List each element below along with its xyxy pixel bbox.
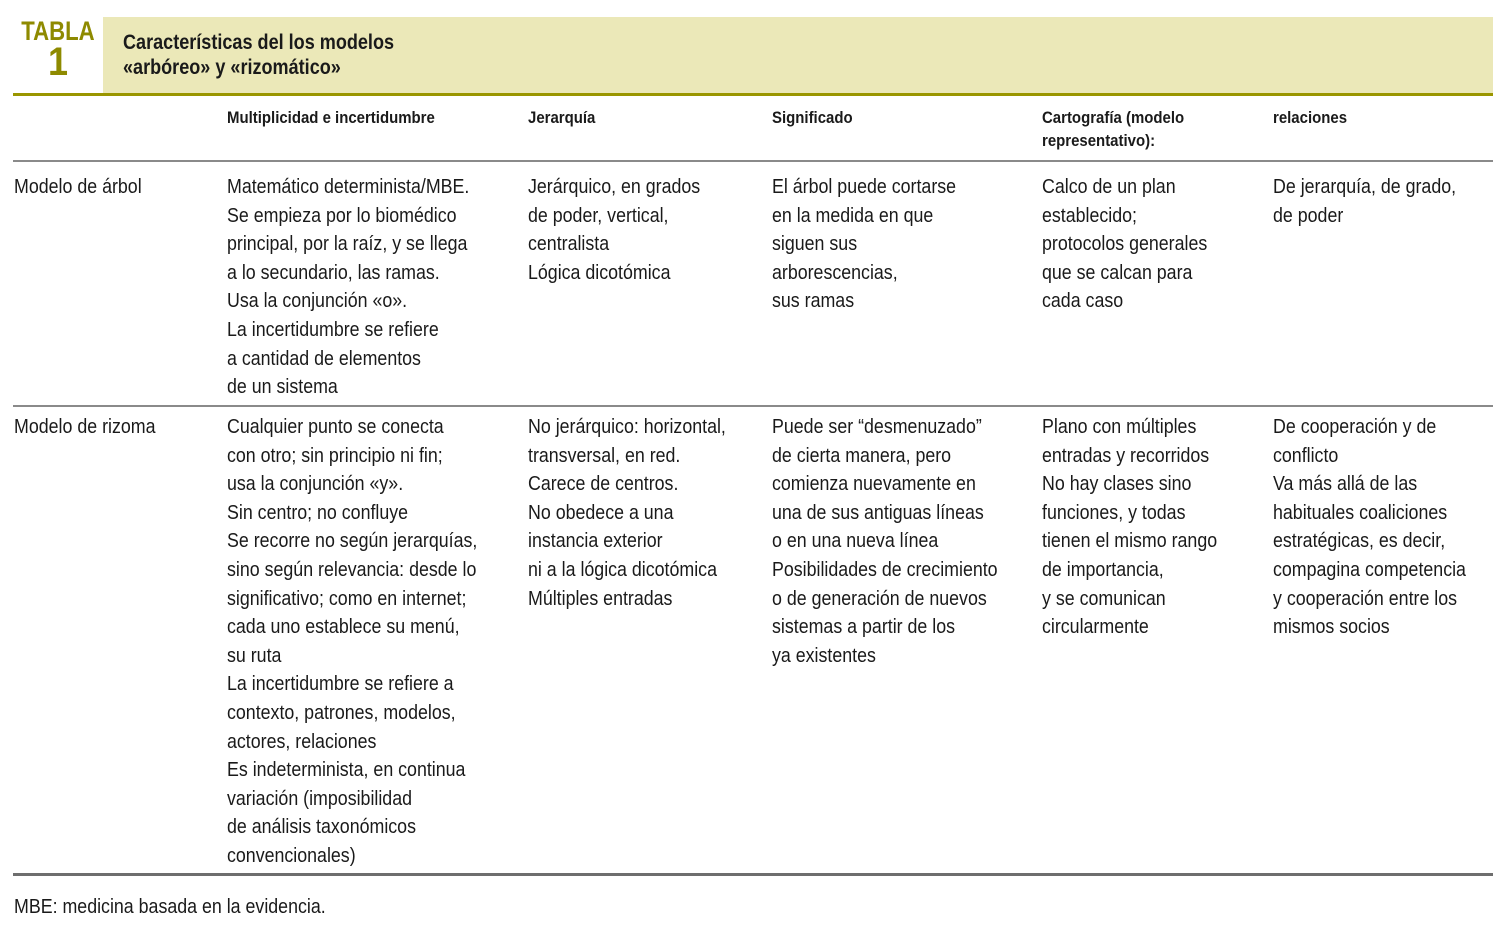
row-divider [13,405,1493,407]
cell-line: de poder, vertical, [528,204,669,227]
cell-line: que se calcan para [1042,261,1193,284]
cell-line: El árbol puede cortarse [772,176,957,198]
table-bottom-rule [13,873,1493,876]
table-tag [13,17,103,93]
column-header-significado: Significado [772,108,853,127]
cell-line: Puede ser “desmenuzado” [772,416,982,438]
cell-line: Múltiples entradas [528,587,673,610]
cell-line: estratégicas, es decir, [1273,530,1446,553]
row-label-rizoma: Modelo de rizoma [14,416,156,438]
cell-line: de análisis taxonómicos [227,816,416,839]
table-tag-number: 1 [47,40,69,84]
cell-line: a cantidad de elementos [227,347,421,370]
cell-rizoma-relaciones [1273,413,1466,642]
column-header-jerarquia: Jerarquía [528,108,596,127]
column-header-relaciones: relaciones [1273,108,1348,127]
cell-line: Se empieza por lo biomédico [227,204,457,227]
cell-line: entradas y recorridos [1042,444,1210,467]
cell-line: ya existentes [772,644,876,667]
cell-line: protocolos generales [1042,233,1208,256]
cell-line: centralista [528,233,610,256]
cell-line: instancia exterior [528,530,663,553]
cell-line: arborescencias, [772,261,898,284]
table-title-line: Características del los modelos [123,31,395,54]
cell-line: De jerarquía, de grado, [1273,176,1457,198]
cell-line: Sin centro; no confluye [227,501,409,524]
header-divider [13,160,1493,162]
cell-line: siguen sus [772,233,858,256]
cell-arbol-cartografia [1042,173,1207,316]
cell-line: Calco de un plan [1042,176,1176,198]
cell-line: La incertidumbre se refiere [227,318,439,341]
cell-line: No hay clases sino [1042,473,1192,496]
table-banner [13,17,1493,93]
cell-arbol-significado [772,173,956,316]
cell-rizoma-cartografia [1042,413,1217,642]
cell-line: en la medida en que [772,204,934,227]
cell-line: conflicto [1273,444,1339,467]
table-title [123,30,394,80]
column-header-cartografia [1042,106,1184,152]
cell-line: o de generación de nuevos [772,587,987,610]
cell-line: su ruta [227,644,282,667]
cell-line: Lógica dicotómica [528,261,671,284]
cell-line: No obedece a una [528,501,674,524]
cell-line: sistemas a partir de los [772,616,956,639]
cell-line: variación (imposibilidad [227,787,413,810]
cell-line: tienen el mismo rango [1042,530,1218,553]
cell-line: usa la conjunción «y». [227,473,404,496]
cell-line: mismos socios [1273,616,1390,639]
cell-line: con otro; sin principio ni fin; [227,444,443,467]
cell-line: Va más allá de las [1273,473,1418,496]
cell-arbol-multiplicidad [227,173,469,402]
table-footnote: MBE: medicina basada en la evidencia. [14,896,326,918]
cell-line: de importancia, [1042,558,1164,581]
cell-line: Es indeterminista, en continua [227,759,466,782]
cell-line: cada uno establece su menú, [227,616,460,639]
cell-line: y se comunican [1042,587,1166,610]
cell-line: cada caso [1042,290,1124,313]
cell-line: de cierta manera, pero [772,444,952,467]
cell-line: sino según relevancia: desde lo [227,558,477,581]
table-tag-word: TABLA [21,16,95,46]
cell-line: de poder [1273,204,1344,227]
cell-line: Se recorre no según jerarquías, [227,530,478,553]
cell-line: principal, por la raíz, y se llega [227,233,468,256]
cell-line: contexto, patrones, modelos, [227,701,456,724]
cell-line: establecido; [1042,204,1138,227]
cell-line: Matemático determinista/MBE. [227,176,470,198]
cell-line: La incertidumbre se refiere a [227,673,454,696]
cell-line: y cooperación entre los [1273,587,1458,610]
cell-line: Plano con múltiples [1042,416,1197,438]
cell-rizoma-jerarquia [528,413,726,613]
cell-line: Cualquier punto se conecta [227,416,444,438]
cell-line: comienza nuevamente en [772,473,976,496]
row-label-arbol: Modelo de árbol [14,176,142,198]
column-header-line: Cartografía (modelo [1042,108,1185,127]
table-title-box [103,17,1493,93]
cell-line: una de sus antiguas líneas [772,501,984,524]
cell-line: habituales coaliciones [1273,501,1448,524]
cell-rizoma-multiplicidad [227,413,477,871]
cell-line: a lo secundario, las ramas. [227,261,440,284]
cell-line: transversal, en red. [528,444,681,467]
cell-line: Posibilidades de crecimiento [772,558,998,581]
cell-line: De cooperación y de [1273,416,1437,438]
cell-line: Carece de centros. [528,473,679,496]
cell-line: Jerárquico, en grados [528,176,701,198]
cell-line: Usa la conjunción «o». [227,290,408,313]
cell-line: ni a la lógica dicotómica [528,558,717,581]
cell-line: de un sistema [227,376,338,399]
column-header-line: representativo): [1042,131,1156,150]
cell-line: actores, relaciones [227,730,377,753]
cell-line: No jerárquico: horizontal, [528,416,726,438]
header-rule [13,93,1493,96]
table-title-line: «arbóreo» y «rizomático» [123,56,341,79]
cell-arbol-relaciones [1273,173,1456,230]
cell-line: compagina competencia [1273,558,1466,581]
cell-line: funciones, y todas [1042,501,1186,524]
cell-arbol-jerarquia [528,173,700,287]
column-header-multiplicidad: Multiplicidad e incertidumbre [227,108,435,127]
cell-line: circularmente [1042,616,1149,639]
cell-line: convencionales) [227,844,356,867]
cell-line: o en una nueva línea [772,530,939,553]
cell-line: sus ramas [772,290,855,313]
cell-line: significativo; como en internet; [227,587,467,610]
cell-rizoma-significado [772,413,998,670]
